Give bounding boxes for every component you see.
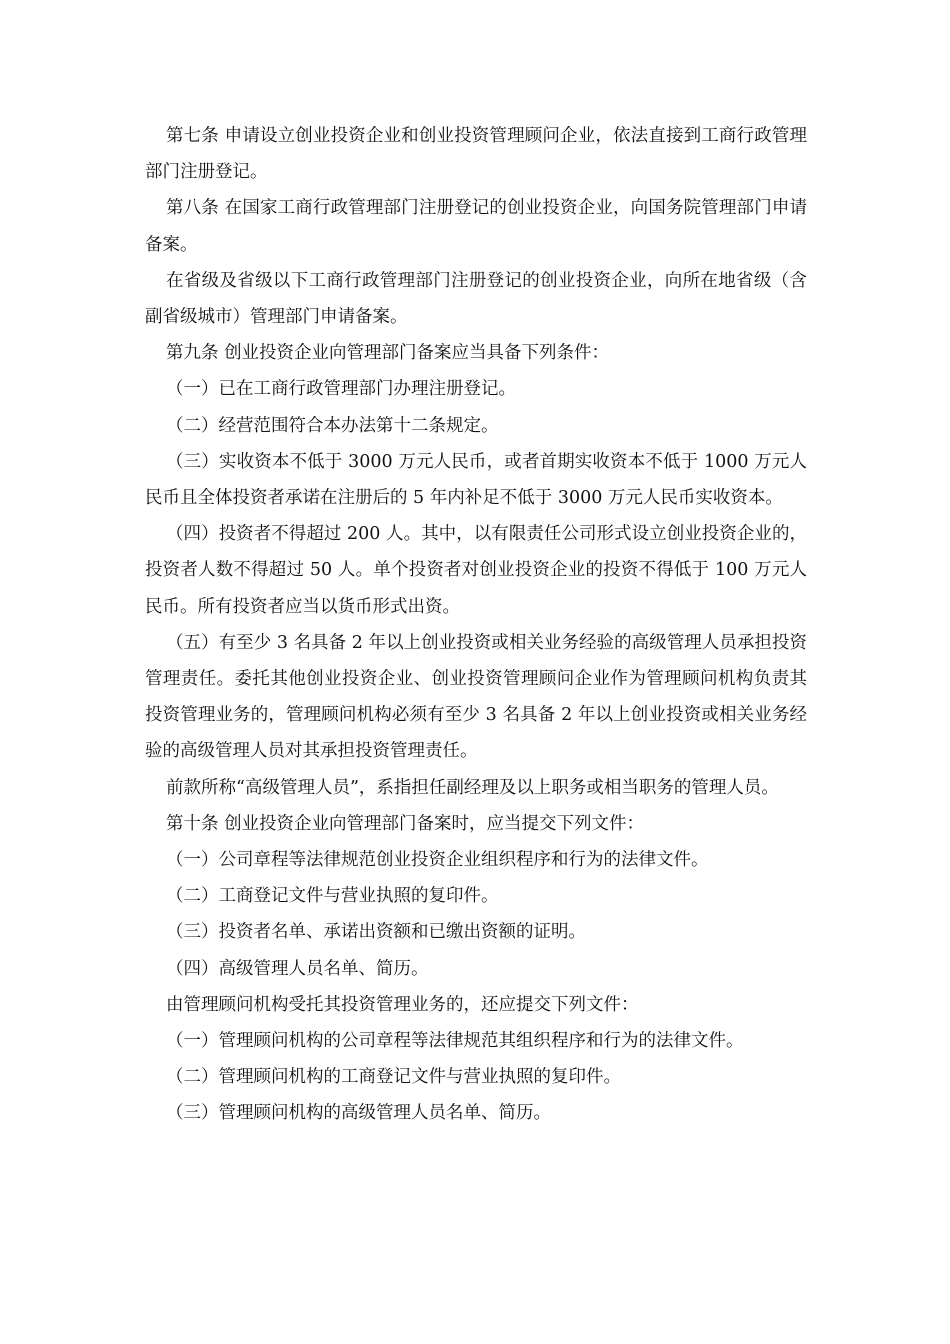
article-9-item-5: （五）有至少 3 名具备 2 年以上创业投资或相关业务经验的高级管理人员承担投资管理责任。委托其他创业投资企业、创业投资管理顾问企业作为管理顾问机构负责其投资管理业务的，管理顾问机构必须有至少 3 名具备 2 年以上创业投资或相关业务经验的高级管理人员对其承担投资管理责任。 xyxy=(145,632,807,762)
article-10-advisor-intro: 由管理顾问机构受托其投资管理业务的，还应提交下列文件： xyxy=(166,994,639,1015)
article-10-advisor-item-3: （三）管理顾问机构的高级管理人员名单、简历。 xyxy=(166,1103,551,1124)
article-10-item-3: （三）投资者名单、承诺出资额和已缴出资额的证明。 xyxy=(166,922,586,943)
article-10-item-4: （四）高级管理人员名单、简历。 xyxy=(166,958,429,979)
article-10: 第十条 创业投资企业向管理部门备案时，应当提交下列文件： xyxy=(166,813,645,834)
article-10-advisor-item-1: （一）管理顾问机构的公司章程等法律规范其组织程序和行为的法律文件。 xyxy=(166,1031,744,1052)
article-10-advisor-item-2: （二）管理顾问机构的工商登记文件与营业执照的复印件。 xyxy=(166,1067,621,1088)
article-9-item-4: （四）投资者不得超过 200 人。其中，以有限责任公司形式设立创业投资企业的，投资者人数不得超过 50 人。单个投资者对创业投资企业的投资不得低于 100 万元人民币。所有投资者应当以货币形式出资。 xyxy=(145,524,807,617)
article-8-paragraph-2: 在省级及省级以下工商行政管理部门注册登记的创业投资企业，向所在地省级（含副省级城市）管理部门申请备案。 xyxy=(145,270,807,328)
article-9-item-1: （一）已在工商行政管理部门办理注册登记。 xyxy=(166,379,516,400)
article-8: 第八条 在国家工商行政管理部门注册登记的创业投资企业，向国务院管理部门申请备案。 xyxy=(145,198,807,255)
article-10-item-1: （一）公司章程等法律规范创业投资企业组织程序和行为的法律文件。 xyxy=(166,850,709,871)
article-7: 第七条 申请设立创业投资企业和创业投资管理顾问企业，依法直接到工商行政管理部门注册登记。 xyxy=(145,126,807,183)
article-10-item-2: （二）工商登记文件与营业执照的复印件。 xyxy=(166,886,499,907)
article-9-item-2: （二）经营范围符合本办法第十二条规定。 xyxy=(166,415,499,436)
article-9-definition: 前款所称“高级管理人员”，系指担任副经理及以上职务或相当职务的管理人员。 xyxy=(166,777,779,798)
article-9: 第九条 创业投资企业向管理部门备案应当具备下列条件： xyxy=(166,343,610,364)
article-9-item-3: （三）实收资本不低于 3000 万元人民币，或者首期实收资本不低于 1000 万元人民币且全体投资者承诺在注册后的 5 年内补足不低于 3000 万元人民币实收资本。 xyxy=(145,451,807,509)
document-page xyxy=(145,118,807,1132)
